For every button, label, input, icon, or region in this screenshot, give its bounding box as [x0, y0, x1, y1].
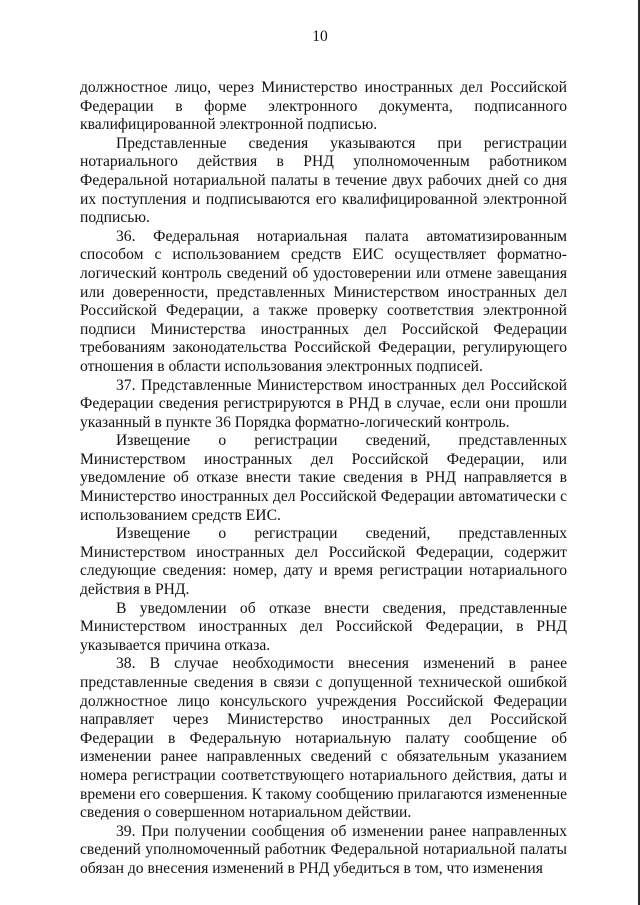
paragraph-item-37: 37. Представленные Министерством иностранных дел Российской Федерации сведения регистрируются в РНД в случае, если они прошли указанный в пункте 36 Порядка форматно-логический контроль.	[80, 376, 567, 431]
document-body	[80, 79, 567, 879]
paragraph-item-36: 36. Федеральная нотариальная палата автоматизированным способом с использованием средств ЕИС осуществляет форматно-логический контроль сведений об удостоверении или отмене завещания или доверенности, представленных Министерством иностранных дел Российской Федерации, а также проверку соответствия электронной подписи Министерства иностранных дел Российской Федерации требованиям законодательства Российской Федерации, регулирующего отношения в области использования электронных подписей.	[80, 227, 567, 375]
paragraph-continuation: должностное лицо, через Министерство иностранных дел Российской Федерации в форме электронного документа, подписанного квалифицированной электронной подписью.	[80, 79, 567, 134]
paragraph-notice-or-refusal: Извещение о регистрации сведений, представленных Министерством иностранных дел Российской Федерации, или уведомление об отказе внести такие сведения в РНД направляется в Министерство иностранных дел Российской Федерации автоматически с использованием средств ЕИС.	[80, 432, 567, 524]
paragraph-refusal-reason: В уведомлении об отказе внести сведения, представленные Министерством иностранных дел Российской Федерации, в РНД указывается причина отказа.	[80, 599, 567, 654]
paragraph-item-39: 39. При получении сообщения об изменении ранее направленных сведений уполномоченный работник Федеральной нотариальной палаты обязан до внесения изменений в РНД убедиться в том, что изменения	[80, 822, 567, 877]
paragraph-registration-info: Представленные сведения указываются при регистрации нотариального действия в РНД уполномоченным работником Федеральной нотариальной палаты в течение двух рабочих дней со дня их поступления и подписываются его квалифицированной электронной подписью.	[80, 134, 567, 227]
paragraph-item-38: 38. В случае необходимости внесения изменений в ранее представленные сведения в связи с допущенной технической ошибкой должностное лицо консульского учреждения Российской Федерации направляет через Министерство иностранных дел Российской Федерации в Федеральную нотариальную палату сообщение об изменении ранее направленных сведений с обязательным указанием номера регистрации соответствующего нотариального действия, даты и времени его совершения. К такому сообщению прилагаются измененные сведения о совершенном нотариальном действии.	[80, 655, 567, 822]
page-number: 10	[312, 28, 328, 45]
paragraph-notice-contents: Извещение о регистрации сведений, представленных Министерством иностранных дел Российской Федерации, содержит следующие сведения: номер, дату и время регистрации нотариального действия в РНД.	[80, 525, 567, 599]
